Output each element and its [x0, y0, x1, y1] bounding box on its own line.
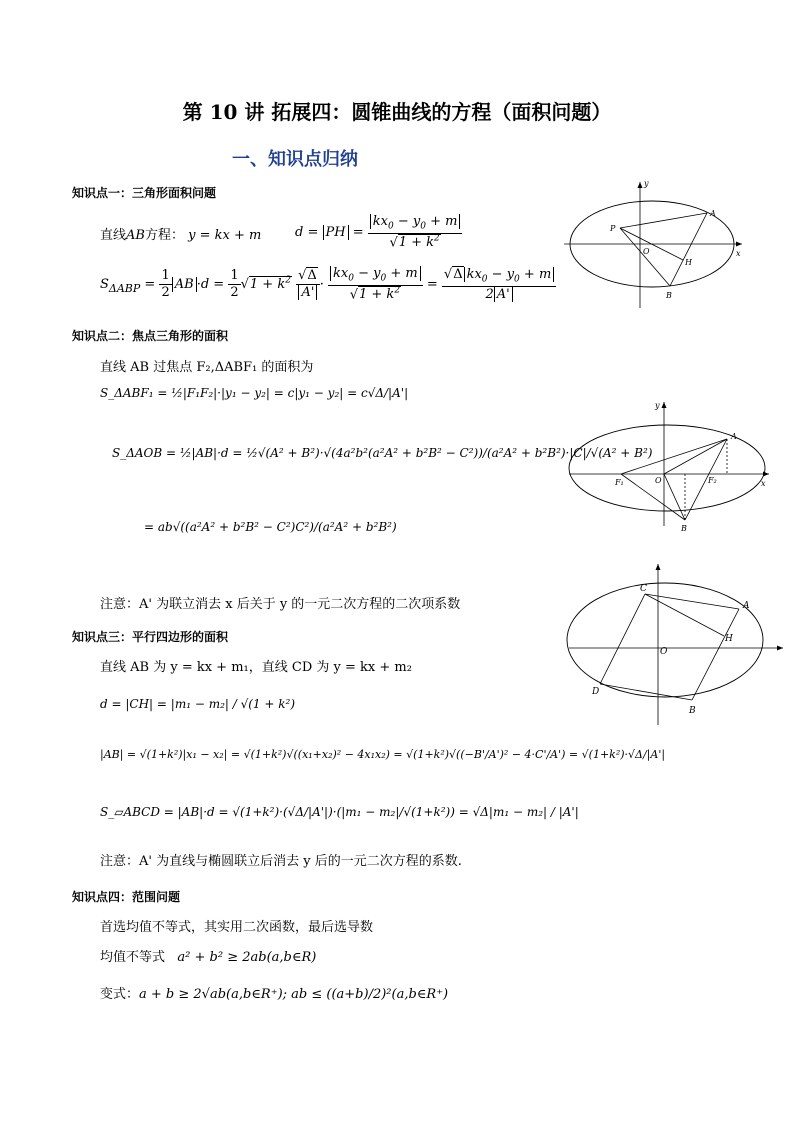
svg-text:O: O — [660, 647, 668, 657]
kp1-area-formula: $S_{\Delta ABP}$ = $\frac{1}{2}$ AB ·d = $\frac{1}{2}$ $√1 + k^2$ $\frac{√\Delta}{A'}$ · $\frac{kx_0 - y_0 + m}{√1 + k^2}$ = $\frac{√\Delta kx_0 - y_0 + m}{2 A'}$ — [100, 266, 556, 303]
kp3-heading: 知识点三：平行四边形的面积 — [72, 630, 229, 644]
figure-parallelogram — [565, 560, 787, 725]
kp4-line1: 首选均值不等式，其实用二次函数，最后选导数 — [100, 920, 374, 935]
kp3-intro-text: 直线 AB 为 y = kx + m₁，直线 CD 为 y = kx + m₂ — [100, 660, 412, 675]
figure-ellipse-triangle — [560, 176, 750, 316]
svg-text:F₁: F₁ — [615, 478, 624, 487]
figure-focal-triangle — [565, 396, 775, 536]
svg-text:B: B — [689, 706, 696, 716]
kp2-area-focal: S_ΔABF₁ = ½|F₁F₂|·|y₁ − y₂| = c|y₁ − y₂| = c√Δ/|A'| — [100, 386, 409, 400]
svg-text:C: C — [640, 584, 647, 594]
svg-text:B: B — [666, 291, 672, 300]
kp3-note: 注意：A' 为直线与椭圆联立后消去 y 后的一元二次方程的系数. — [100, 854, 462, 869]
kp1-heading: 知识点一：三角形面积问题 — [72, 186, 217, 200]
kp2-intro-text: 直线 AB 过焦点 F₂,ΔABF₁ 的面积为 — [100, 360, 314, 375]
kp3-area: S_▱ABCD = |AB|·d = √(1+k²)·(√Δ/|A'|)·(|m₁ − m₂|/√(1+k²)) = √Δ|m₁ − m₂| / |A'| — [100, 805, 579, 819]
svg-text:O: O — [655, 476, 662, 485]
svg-text:P: P — [610, 224, 616, 233]
kp2-area-aob: S_ΔAOB = ½|AB|·d = ½√(A² + B²)·√(4a²b²(a²A² + b²B² − C²))/(a²A² + b²B²)·|C|/√(A² + B²) — [112, 446, 653, 460]
kp2-note: 注意：A' 为联立消去 x 后关于 y 的一元二次方程的二次项系数 — [100, 597, 461, 612]
svg-text:A: A — [710, 209, 716, 218]
ellipse — [567, 583, 763, 697]
svg-text:B: B — [681, 524, 687, 533]
svg-text:H: H — [725, 634, 733, 644]
kp4-line3: 变式：a + b ≥ 2√ab(a,b∈R⁺); ab ≤ ((a+b)/2)²(a,b∈R⁺) — [100, 987, 449, 1002]
page-title: 第 10 讲 拓展四：圆锥曲线的方程（面积问题） — [182, 100, 612, 124]
svg-text:A: A — [731, 432, 737, 441]
svg-text:O: O — [643, 247, 650, 256]
svg-text:H: H — [685, 258, 692, 267]
svg-text:y: y — [644, 179, 649, 188]
svg-text:x: x — [761, 479, 766, 488]
kp2-area-simplified: = ab√((a²A² + b²B² − C²)C²)/(a²A² + b²B²) — [144, 520, 397, 534]
kp1-line-eq: 直线AB方程： y = kx + m — [100, 228, 262, 243]
kp3-distance: d = |CH| = |m₁ − m₂| / √(1 + k²) — [100, 697, 296, 711]
kp2-heading: 知识点二：焦点三角形的面积 — [72, 329, 229, 343]
svg-text:A: A — [743, 601, 750, 611]
svg-text:y: y — [655, 401, 660, 410]
kp3-chord-length: |AB| = √(1+k²)|x₁ − x₂| = √(1+k²)√((x₁+x₂)² − 4x₁x₂) = √(1+k²)√((−B'/A')² − 4·C'/A') = √(1+k²)·√Δ/|A'| — [100, 748, 666, 761]
kp4-line2: 均值不等式 a² + b² ≥ 2ab(a,b∈R) — [100, 950, 317, 965]
kp1-distance-formula: d = PH = $\frac{kx_0 - y_0 + m}{√1 + k^2}$ — [295, 214, 462, 251]
svg-text:x: x — [736, 249, 741, 258]
svg-text:D: D — [592, 687, 600, 697]
section-heading: 一、知识点归纳 — [232, 149, 358, 170]
svg-text:F₂: F₂ — [708, 476, 717, 485]
kp4-heading: 知识点四：范围问题 — [72, 890, 181, 904]
